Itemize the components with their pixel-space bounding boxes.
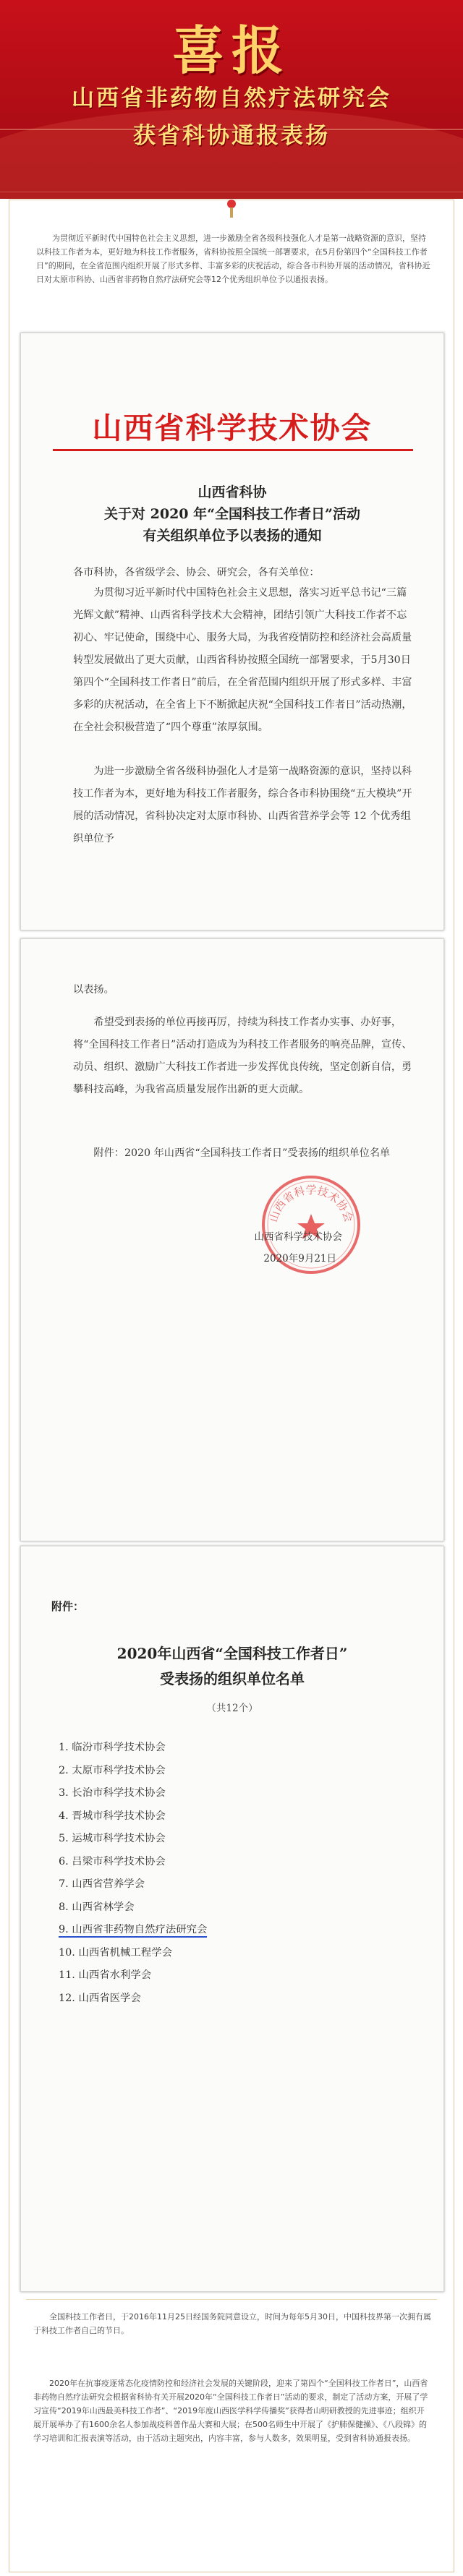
list-item: 7. 山西省营养学会	[59, 1878, 145, 1890]
list-title-line2: 受表扬的组织单位名单	[160, 1670, 305, 1687]
list-item: 6. 吕梁市科学技术协会	[59, 1855, 166, 1867]
section-divider	[26, 2299, 437, 2300]
attachment-note: 附件：2020 年山西省“全国科技工作者日”受表扬的组织单位名单	[93, 1147, 391, 1159]
notice-paragraph-2: 为进一步激励全省各级科协强化人才是第一战略资源的意识，坚持以科技工作者为本，更好地为科技工作者服务，综合各市科协围绕“五大模块”开展的活动情况，省科协决定对太原市科协、山西省营养学会等 12 个优秀组织单位予	[73, 766, 412, 844]
list-item: 10. 山西省机械工程学会	[59, 1946, 172, 1959]
signature-organization: 山西省科学技术协会	[254, 1231, 342, 1243]
document-header-rule	[53, 449, 413, 451]
list-title-line1: 2020年山西省“全国科技工作者日”	[116, 1645, 348, 1662]
list-item: 1. 临汾市科学技术协会	[59, 1742, 166, 1753]
ornament-icon	[221, 200, 242, 221]
notice-paragraph-3: 以表扬。	[73, 984, 114, 996]
banner-headline: 喜报	[171, 20, 291, 81]
notice-title-line2: 关于对 2020 年“全国科技工作者日”活动	[104, 506, 360, 522]
list-count: （共12个）	[206, 1703, 258, 1714]
notice-title-line3: 有关组织单位予以表扬的通知	[143, 528, 322, 544]
list-item: 12. 山西省医学会	[59, 1992, 141, 2004]
list-item-highlighted	[59, 1919, 348, 1942]
notice-title-line1: 山西省科协	[197, 484, 267, 500]
attachment-label: 附件：	[51, 1600, 85, 1613]
ornament-stem	[230, 207, 233, 218]
closing-paragraph-2: 2020年在抗事疫逐常态化疫情防控和经济社会发展的关键阶段，迎来了第四个“全国科技工作者日”，山西省非药物自然疗法研究会根据省科协有关开展2020年“全国科技工作者日”活动的要求，制定了活动方案，开展了学习宣传“2019年山西最美科技工作者”、“2019年度山西医学科学传播奖”获得者山明研教授的先进事迹；组织开展开展举办了有1600余名人参加战疫科普作品大赛和大展；在500名师生中开展了《护肺保健操》、《八段锦》的学习培训和汇报表演等活动，由于活动主题突出，内容丰富，参与人数多，效果明显，受到省科协通报表扬。	[33, 2379, 428, 2443]
header-banner	[0, 0, 463, 199]
list-item: 8. 山西省林学会	[59, 1901, 135, 1913]
highlighted-organization: 9. 山西省非药物自然疗法研究会	[59, 1924, 207, 1938]
list-item: 5. 运城市科学技术协会	[59, 1833, 166, 1844]
closing-paragraph-1: 全国科技工作者日，于2016年11月25日经国务院同意设立，时间为每年5月30日，中国科技界第一次拥有属于科技工作者自己的节日。	[33, 2312, 431, 2335]
list-item: 11. 山西省水利学会	[59, 1969, 152, 1981]
organization-list	[59, 1737, 348, 2010]
list-item: 4. 晋城市科学技术协会	[59, 1810, 166, 1822]
list-item: 2. 太原市科学技术协会	[59, 1764, 166, 1776]
intro-paragraph: 为贯彻近平新时代中国特色社会主义思想，进一步激励全省各级科技强化人才是第一战略资源的意识，坚持以科技工作者为本，更好地为科技工作者服务，省科协按照全国统一部署要求，在5月份第四个“全国科技工作者日”的期间，在全省范围内组织开展了形式多样、丰富多彩的庆祝活动，综合各市科协开展的活动情况，省科协近日对太原市科协、山西省非药物自然疗法研究会等12个优秀组织单位予以通报表扬。	[36, 234, 430, 284]
notice-paragraph-4: 希望受到表扬的单位再接再厉，持续为科技工作者办实事、办好事，将“全国科技工作者日”活动打造成为为科技工作者服务的响亮品牌，宣传、动员、组织、激励广大科技工作者进一步发挥优良传统，坚定创新自信，勇攀科技高峰，为我省高质量发展作出新的更大贡献。	[73, 1017, 412, 1095]
signature-date: 2020年9月21日	[263, 1253, 336, 1265]
document-header-title: 山西省科学技术协会	[92, 411, 373, 445]
banner-subtitle-line2: 获省科协通报表扬	[133, 123, 330, 149]
scanned-document-page-1	[20, 333, 444, 930]
scanned-document-page-2	[20, 938, 444, 1541]
notice-paragraph-1: 为贯彻习近平新时代中国特色社会主义思想，落实习近平总书记“三篇光辉文献”精神、山西省科学技术大会精神，团结引领广大科技工作者不忘初心、牢记使命，围绕中心、服务大局，为我省疫情防控和经济社会高质量转型发展做出了更大贡献，山西省科协按照全国统一部署要求，于5月30日第四个“全国科技工作者日”前后，在全省范围内组织开展了形式多样、丰富多彩的庆祝活动，在全省上下不断掀起庆祝“全国科技工作者日”活动热潮，在全社会积极营造了“四个尊重”浓厚氛围。	[73, 587, 412, 733]
scanned-document-page-3	[20, 1546, 444, 2292]
list-item: 3. 长治市科学技术协会	[59, 1787, 166, 1799]
seal-text: 山西省科学技术协会	[266, 1184, 356, 1224]
notice-greeting: 各市科协，各省级学会、协会、研究会，各有关单位：	[73, 567, 320, 578]
banner-subtitle-line1: 山西省非药物自然疗法研究会	[72, 85, 391, 111]
